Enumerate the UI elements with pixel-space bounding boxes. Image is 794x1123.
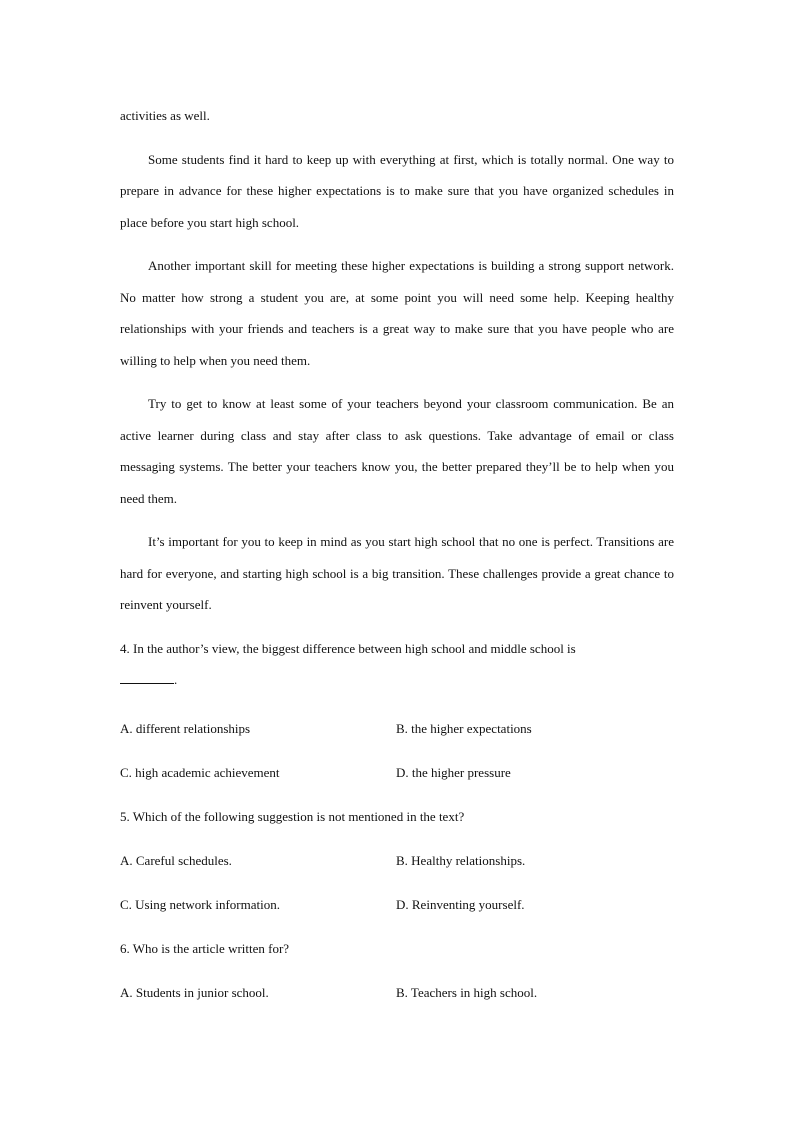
question-5-option-b: B. Healthy relationships.: [396, 852, 526, 868]
document-page: [120, 100, 674, 1004]
question-6-option-a: A. Students in junior school.: [120, 984, 269, 1000]
question-4-option-d: D. the higher pressure: [396, 764, 511, 780]
question-4-option-a: A. different relationships: [120, 720, 251, 736]
passage-paragraph-3: Try to get to know at least some of your teachers beyond your classroom communication. Be an active learner during class and stay after class to ask questions. Take advantage of email or class messaging systems. The better your teachers know you, the better prepared they’ll be to help when you need them.: [120, 396, 674, 506]
answer-blank: [120, 671, 174, 684]
question-4-tail: .: [174, 672, 178, 687]
question-6-option-b: B. Teachers in high school.: [396, 984, 538, 1000]
question-6-options: [120, 982, 674, 1004]
question-5-option-a: A. Careful schedules.: [120, 852, 232, 868]
question-4-stem: [120, 633, 674, 696]
question-5-option-d: D. Reinventing yourself.: [396, 896, 525, 912]
passage-paragraph-1: Some students find it hard to keep up with everything at first, which is totally normal. One way to prepare in advance for these higher expectations is to make sure that you have organized schedules in place before you start high school.: [120, 151, 674, 230]
passage-paragraph-4: It’s important for you to keep in mind as you start high school that no one is perfect. Transitions are hard for everyone, and starting high school is a big transition. These challenges provide a great chance to reinvent yourself.: [120, 534, 674, 612]
question-5-stem: 5. Which of the following suggestion is not mentioned in the text?: [120, 808, 465, 824]
passage-paragraph-2: Another important skill for meeting these higher expectations is building a strong support network. No matter how strong a student you are, at some point you will need some help. Keeping healthy relationships with your friends and teachers is a great way to make sure that you have people who are willing to help when you need them.: [120, 258, 674, 368]
question-5-option-c: C. Using network information.: [120, 896, 280, 912]
question-6-stem: 6. Who is the article written for?: [120, 940, 290, 956]
question-5-options: [120, 850, 674, 916]
question-4-options: [120, 718, 674, 784]
question-4-option-b: B. the higher expectations: [396, 720, 532, 736]
question-4-option-c: C. high academic achievement: [120, 764, 280, 780]
question-4-text: 4. In the author’s view, the biggest difference between high school and middle school is: [120, 640, 576, 656]
passage-paragraph-0: activities as well.: [120, 108, 210, 123]
